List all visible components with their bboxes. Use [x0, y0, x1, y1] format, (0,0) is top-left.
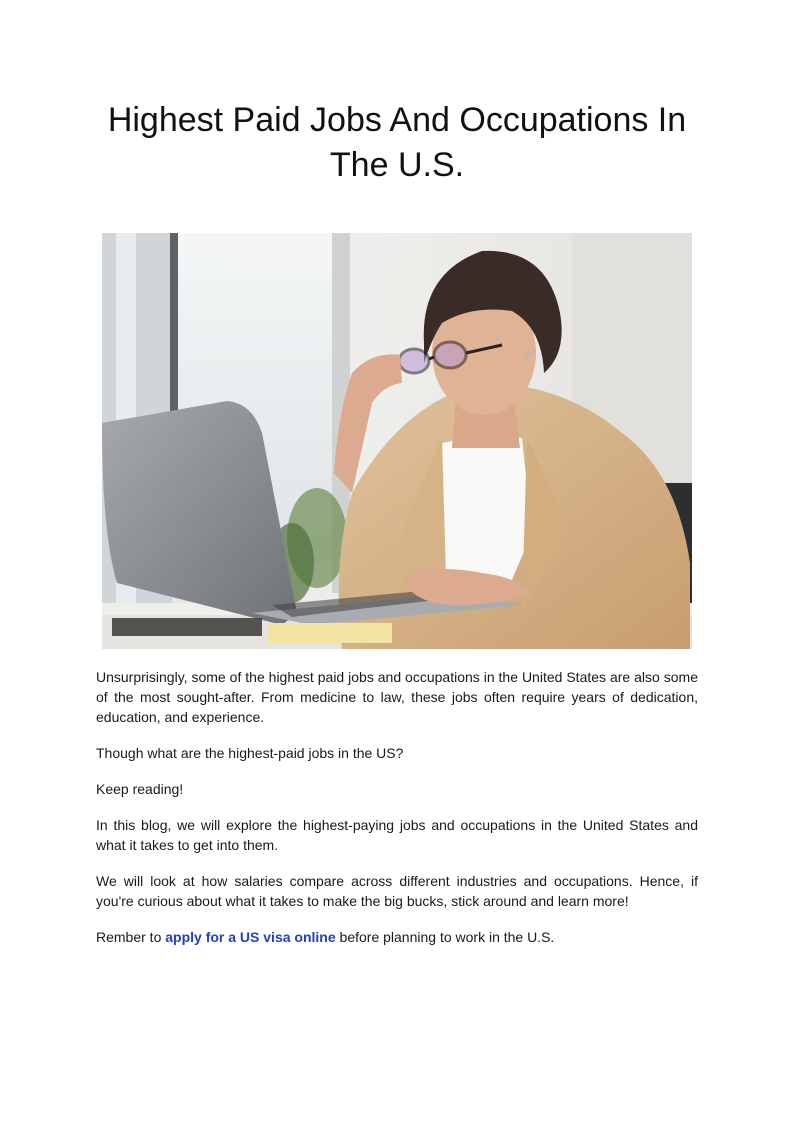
visa-reminder-prefix: Rember to	[96, 929, 166, 945]
paragraph-salaries: We will look at how salaries compare across different industries and occupations. Hence, if you're curious about what it takes to make the big bucks, stick around and learn more!	[96, 873, 698, 909]
paragraph-keep-reading: Keep reading!	[96, 781, 184, 797]
paragraph-intro: Unsurprisingly, some of the highest paid jobs and occupations in the United States are also some of the most sought-after. From medicine to law, these jobs often require years of dedication, education, and experience.	[96, 669, 698, 725]
article-body	[96, 667, 698, 963]
apply-us-visa-link[interactable]: apply for a US visa online	[165, 929, 336, 945]
paragraph-question: Though what are the highest-paid jobs in the US?	[96, 745, 404, 761]
paragraph-blog-overview: In this blog, we will explore the highest-paying jobs and occupations in the United States and what it takes to get into them.	[96, 817, 698, 853]
visa-reminder-suffix: before planning to work in the U.S.	[335, 929, 555, 945]
woman-at-laptop-photo-icon	[102, 233, 692, 649]
hero-image	[102, 233, 692, 649]
paragraph-visa-reminder	[96, 927, 698, 947]
page-title: Highest Paid Jobs And Occupations In The U.S.	[107, 101, 687, 184]
